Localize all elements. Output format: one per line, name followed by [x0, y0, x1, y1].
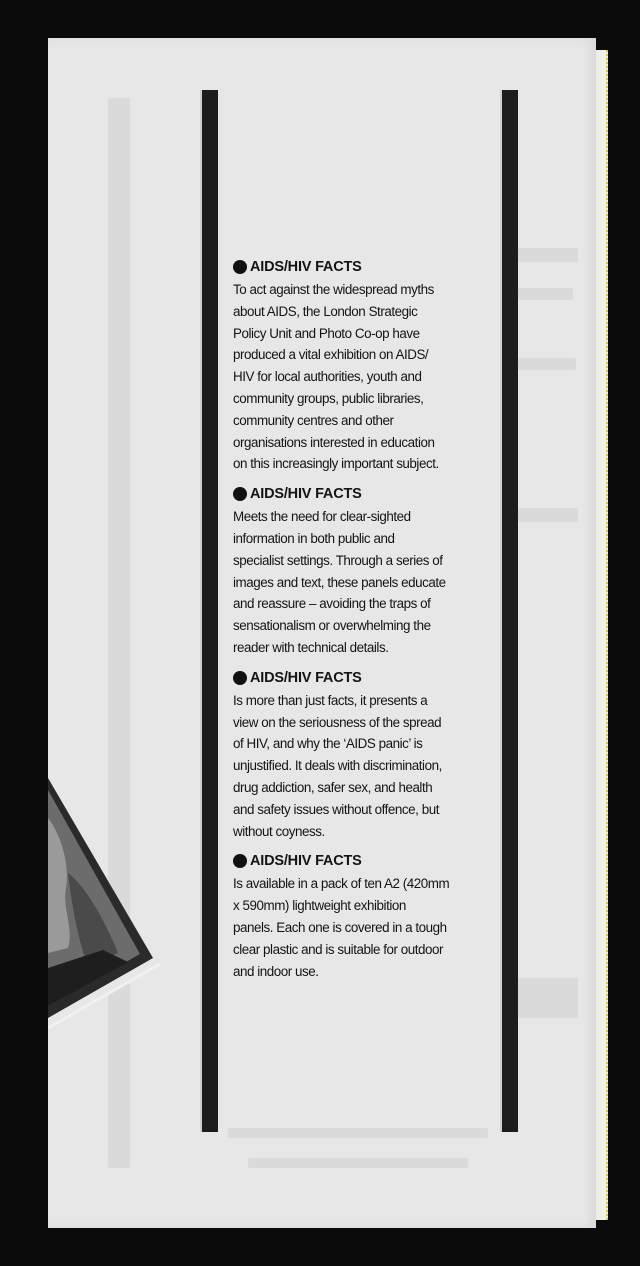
facts-section [233, 669, 488, 843]
section-body: Is more than just facts, it presents a view on the seriousness of the spread of HIV, and why the ‘AIDS panic’ is unjustified. It deals with discrimination, drug addiction, safer sex, and health and safety issues without offence, but without coyness. [233, 692, 442, 839]
section-heading-text: AIDS/HIV FACTS [250, 853, 362, 870]
right-column-rule [500, 90, 518, 1132]
section-heading-text: AIDS/HIV FACTS [250, 259, 362, 275]
show-through-block [518, 288, 573, 300]
facts-section [233, 485, 488, 659]
section-heading-text: AIDS/HIV FACTS [250, 669, 362, 686]
facts-section [233, 258, 488, 475]
section-heading-text: AIDS/HIV FACTS [250, 486, 362, 503]
section-heading [233, 485, 488, 503]
show-through-block [518, 248, 578, 262]
bullet-icon [233, 854, 247, 868]
section-heading [233, 258, 488, 276]
bullet-icon [233, 487, 247, 501]
section-heading [233, 852, 488, 870]
show-through-block [248, 1158, 468, 1168]
show-through-block [518, 978, 578, 1018]
section-body: Is available in a pack of ten A2 (420mm x 590mm) lightweight exhibition panels. Each one is covered in a tough clear plastic and is suitable for outdoor and indoor use. [233, 876, 450, 979]
show-through-block [518, 358, 576, 370]
show-through-block [228, 1128, 488, 1138]
show-through-block [518, 508, 578, 522]
left-column-rule [200, 90, 218, 1132]
bullet-icon [233, 671, 247, 685]
section-heading [233, 669, 488, 687]
section-body: To act against the widespread myths about AIDS, the London Strategic Policy Unit and Photo Co-op have produced a vital exhibition on AIDS/ HIV for local authorities, youth and community groups, public libraries, community centres and other organisations interested in education on this increasingly important subject. [233, 282, 439, 472]
leaflet-page [48, 38, 596, 1228]
section-body: Meets the need for clear-sighted information in both public and specialist settings. Through a series of images and text, these panels educate and reassure – avoiding the traps of sensationalism or overwhelming the reader with technical details. [233, 509, 446, 655]
facts-section [233, 852, 488, 982]
photo-fragment [48, 778, 208, 1038]
bullet-icon [233, 260, 247, 274]
text-column [233, 258, 488, 992]
